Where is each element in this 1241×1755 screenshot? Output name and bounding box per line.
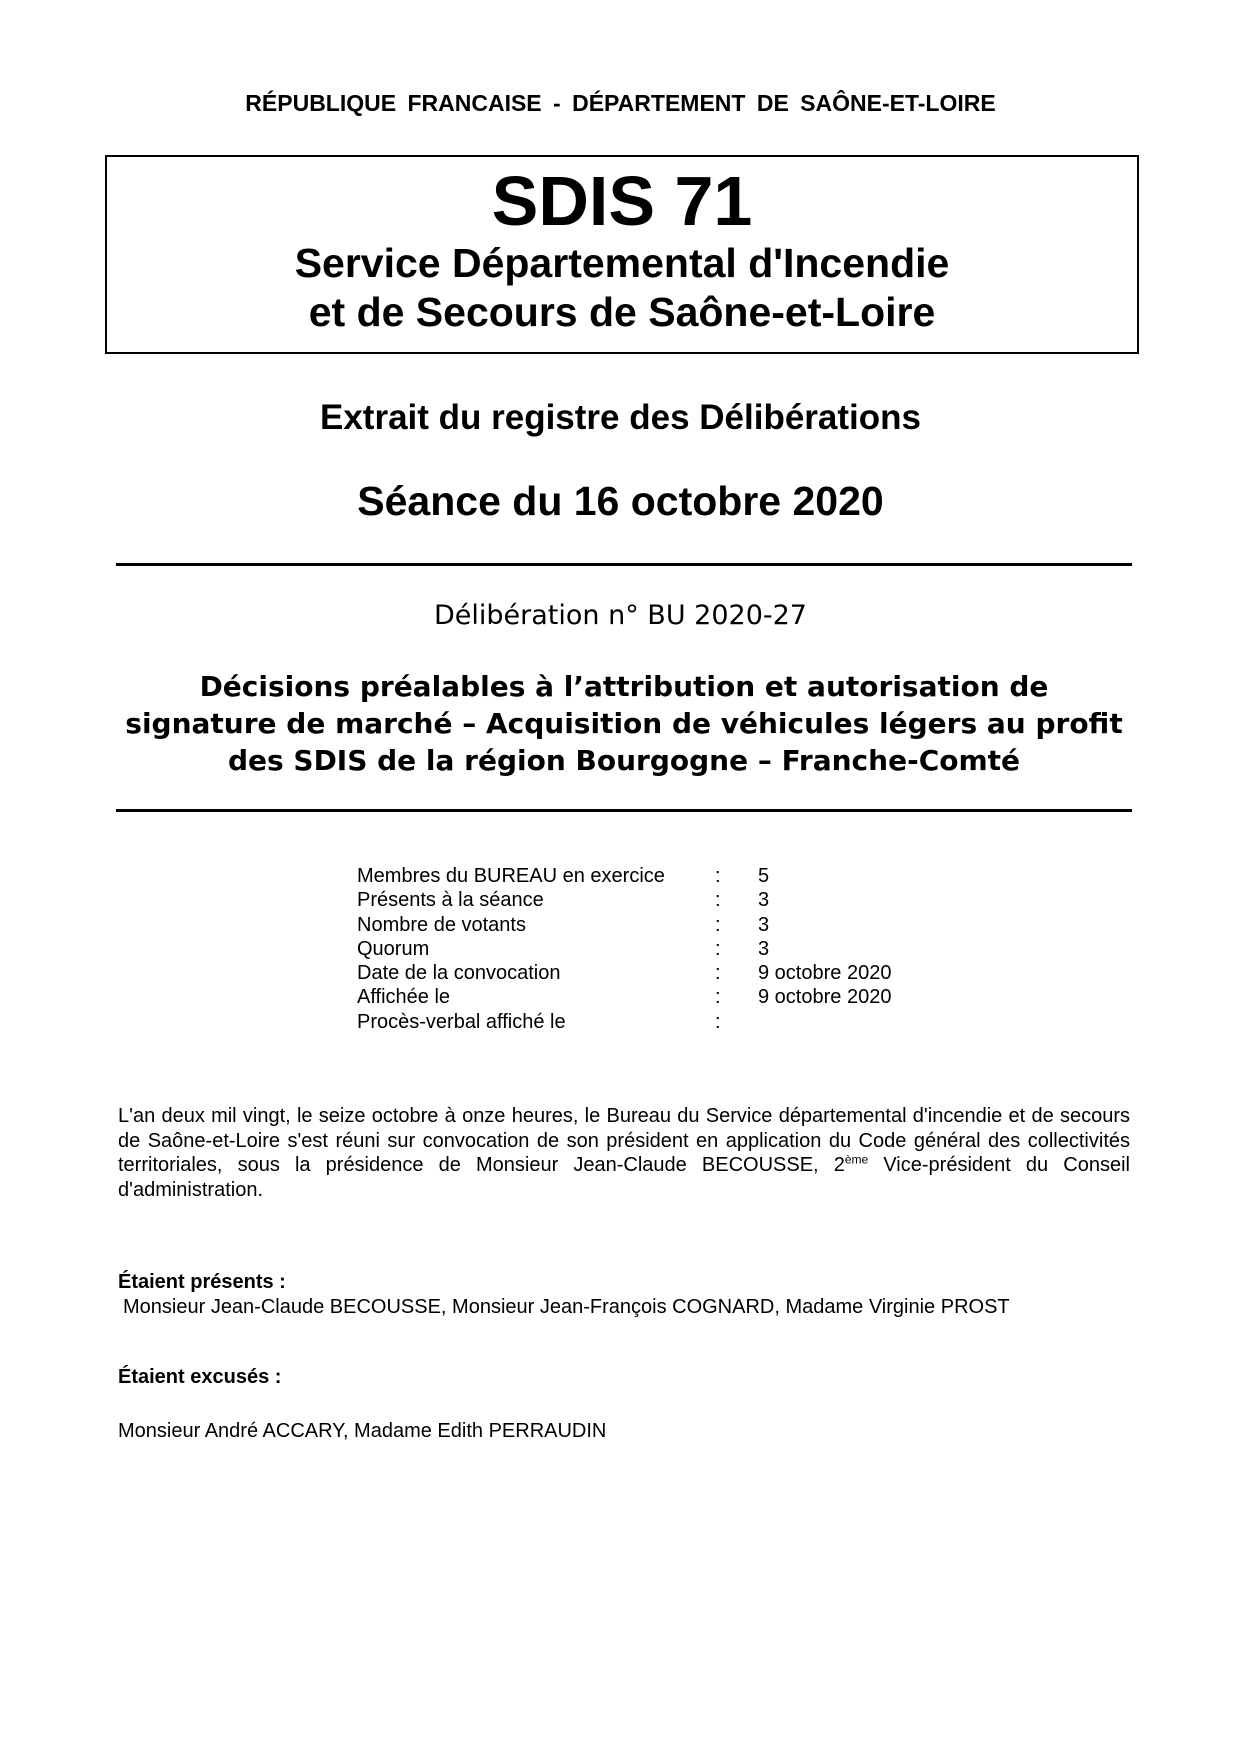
stats-colon: :	[715, 986, 721, 1009]
ordinal-superscript: ème	[844, 1152, 869, 1167]
stats-value: 3	[758, 889, 770, 912]
attendance-stats	[357, 864, 958, 1034]
stats-row	[357, 985, 958, 1009]
stats-value: 9 octobre 2020	[758, 986, 892, 1009]
stats-label: Nombre de votants	[357, 913, 526, 936]
registry-title: Extrait du registre des Délibérations	[319, 398, 921, 437]
stats-value: 5	[758, 865, 770, 887]
deliberation-number: Délibération n° BU 2020-27	[434, 600, 807, 631]
excuses-names: Monsieur André ACCARY, Madame Edith PERRAUDIN	[118, 1420, 607, 1442]
title-box	[105, 155, 1139, 354]
stats-row	[357, 937, 958, 961]
session-date: Séance du 16 octobre 2020	[357, 478, 884, 524]
stats-colon: :	[715, 913, 721, 936]
stats-label: Date de la convocation	[357, 962, 561, 985]
stats-row	[357, 864, 958, 888]
stats-value	[758, 1010, 958, 1034]
deliberation-subject: Décisions préalables à l’attribution et autorisation de signature de marché – Acquisition de véhicules légers au profit des SDIS de la région Bourgogne – Franche-Comté	[125, 670, 1123, 777]
stats-row	[357, 1010, 958, 1034]
stats-label: Présents à la séance	[357, 889, 544, 912]
stats-value: 3	[758, 913, 770, 936]
stats-label: Membres du BUREAU en exercice	[357, 865, 665, 887]
stats-label: Quorum	[357, 937, 430, 960]
preamble-text: L'an deux mil vingt, le seize octobre à onze heures, le Bureau du Service départemental d'incendie et de secours de Saône-et-Loire s'est réuni sur convocation de son président en application du Code général des collectivités territoriales, sous la présidence de Monsieur Jean-Claude BECOUSSE, 2	[118, 1105, 1130, 1176]
presents-names: Monsieur Jean-Claude BECOUSSE, Monsieur Jean-François COGNARD, Madame Virginie PROST	[123, 1296, 1010, 1318]
stats-row	[357, 888, 958, 912]
org-name-line2: et de Secours de Saône-et-Loire	[308, 289, 936, 335]
top-divider	[116, 563, 1132, 566]
stats-colon: :	[715, 937, 721, 960]
stats-colon: :	[715, 889, 721, 912]
org-name-line1: Service Départemental d'Incendie	[294, 240, 950, 286]
stats-value: 9 octobre 2020	[758, 962, 892, 985]
stats-row	[357, 913, 958, 937]
stats-value: 3	[758, 937, 770, 960]
org-short-title: SDIS 71	[491, 162, 753, 240]
presents-label: Étaient présents :	[118, 1271, 286, 1293]
bottom-divider	[116, 809, 1132, 812]
preamble-paragraph	[118, 1104, 1130, 1202]
republique-header: RÉPUBLIQUE FRANCAISE - DÉPARTEMENT DE SAÔNE-ET-LOIRE	[245, 90, 996, 116]
stats-colon: :	[715, 962, 721, 985]
stats-colon: :	[715, 1010, 721, 1033]
stats-label: Affichée le	[357, 986, 451, 1009]
stats-label: Procès-verbal affiché le	[357, 1010, 566, 1033]
preamble-text-end: Vice-président du Conseil d'administration.	[118, 1154, 1130, 1201]
excuses-label: Étaient excusés :	[118, 1366, 282, 1388]
stats-colon: :	[715, 865, 721, 887]
stats-row	[357, 961, 958, 985]
